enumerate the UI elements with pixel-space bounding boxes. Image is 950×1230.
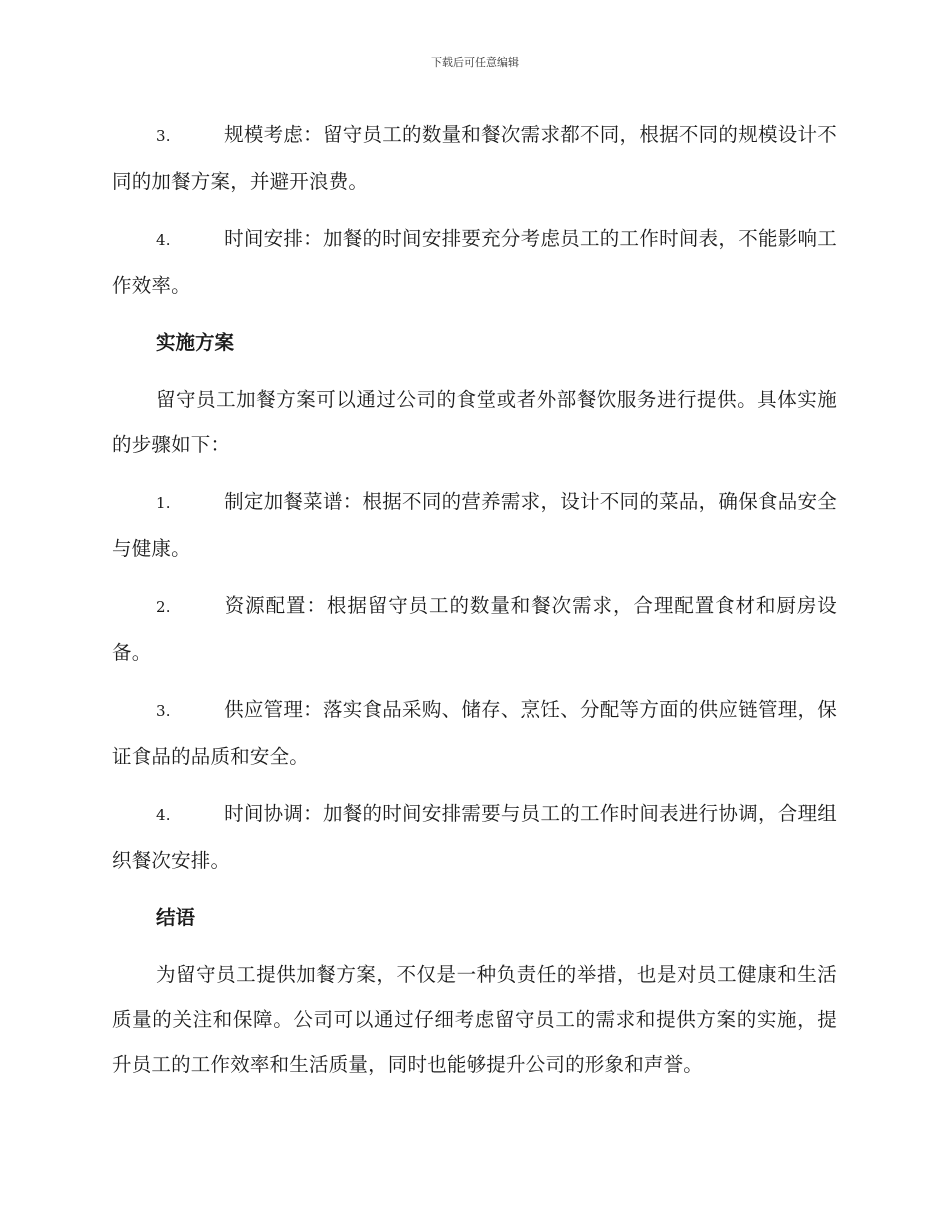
list-text: 规模考虑：留守员工的数量和餐次需求都不同，根据不同的规模设计不同的加餐方案，并避开浪费。 [112,123,837,193]
list-text: 时间协调：加餐的时间安排需要与员工的工作时间表进行协调，合理组织餐次安排。 [112,802,837,872]
list-text: 供应管理：落实食品采购、储存、烹饪、分配等方面的供应链管理，保证食品的品质和安全。 [112,698,837,768]
section-heading-conclusion: 结语 [156,906,196,929]
section-heading-implementation: 实施方案 [156,331,235,354]
implementation-intro: 留守员工加餐方案可以通过公司的食堂或者外部餐饮服务进行提供。具体实施的步骤如下： [112,388,837,456]
list-text: 制定加餐菜谱：根据不同的营养需求，设计不同的菜品，确保食品安全与健康。 [112,490,837,560]
page-header: 下载后可任意编辑 [431,56,519,69]
list-item [112,216,837,308]
list-text: 资源配置：根据留守员工的数量和餐次需求，合理配置食材和厨房设备。 [112,594,837,664]
list-number: 1. [156,494,171,512]
list-item [112,479,837,571]
list-number: 3. [156,127,171,145]
list-number: 4. [156,806,171,824]
list-number: 4. [156,231,171,249]
list-item [112,791,837,883]
conclusion-paragraph: 为留守员工提供加餐方案，不仅是一种负责任的举措，也是对员工健康和生活质量的关注和保障。公司可以通过仔细考虑留守员工的需求和提供方案的实施，提升员工的工作效率和生活质量，同时也能够提升公司的形象和声誉。 [112,963,837,1076]
list-item [112,687,837,779]
list-number: 2. [156,598,171,616]
list-text: 时间安排：加餐的时间安排要充分考虑员工的工作时间表，不能影响工作效率。 [112,227,837,297]
list-number: 3. [156,702,171,720]
list-item [112,112,837,204]
list-item [112,583,837,675]
document-body [112,112,837,1099]
